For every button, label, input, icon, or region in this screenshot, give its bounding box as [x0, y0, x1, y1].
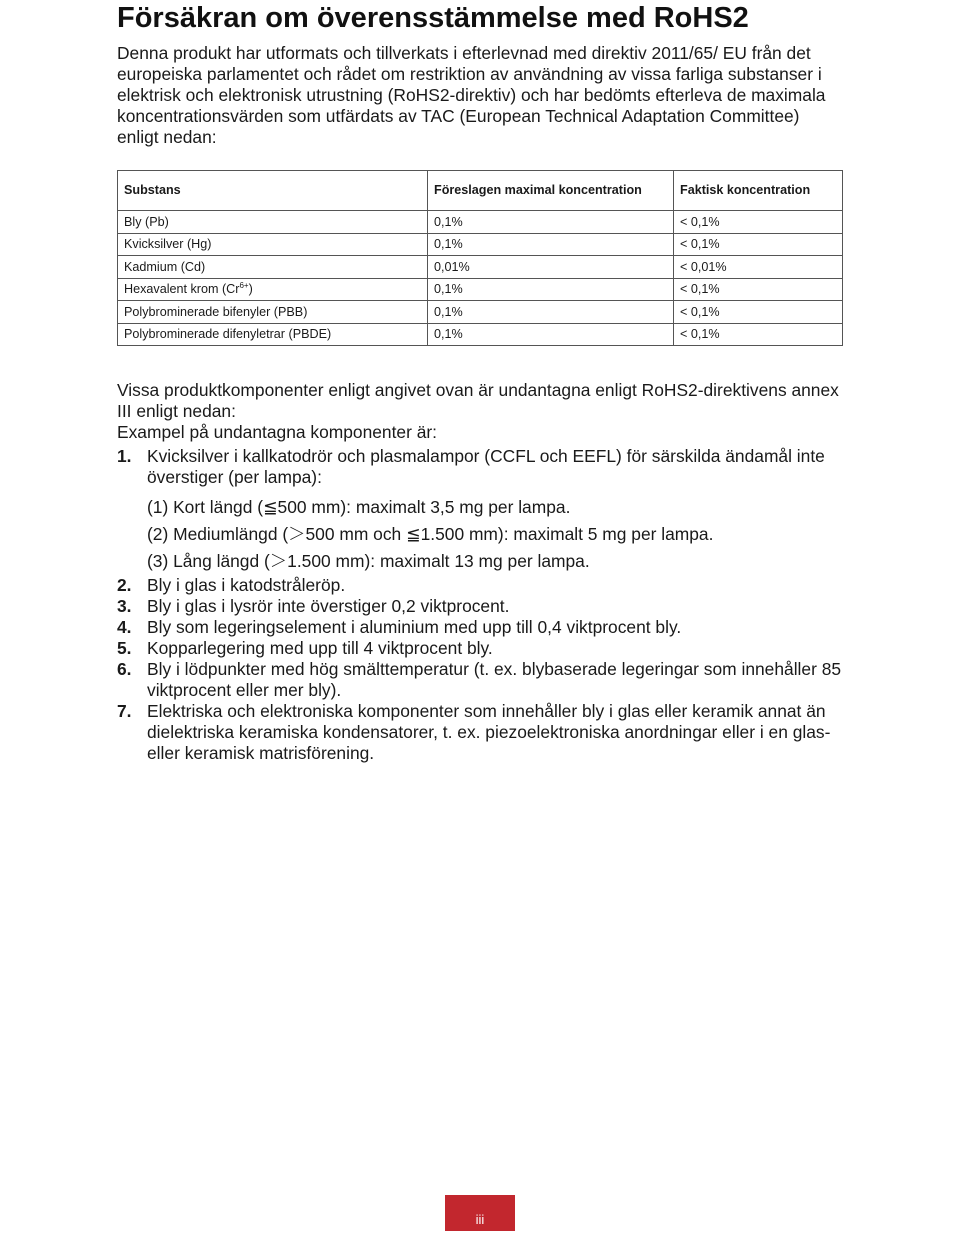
cell-substance: Polybrominerade difenyletrar (PBDE) [118, 323, 428, 346]
header-proposed: Föreslagen maximal koncentration [428, 171, 674, 211]
cell-actual: < 0,1% [674, 301, 843, 324]
list-item-text: Bly i lödpunkter med hög smälttemperatur (t. ex. blybaserade legeringar som innehåller 85 viktprocent eller mer bly). [147, 659, 842, 700]
cell-actual: < 0,01% [674, 256, 843, 279]
cell-actual: < 0,1% [674, 233, 843, 256]
list-item-text: Bly i glas i katodstråleröр. [147, 575, 346, 595]
list-item [117, 596, 857, 617]
list-item-number: 2. [117, 575, 132, 595]
cell-substance: Bly (Pb) [118, 211, 428, 234]
substance-table [117, 170, 843, 346]
cell-proposed: 0,01% [428, 256, 674, 279]
list-item [117, 617, 857, 638]
list-item [117, 638, 857, 659]
list-item-text: Bly i glas i lysrör inte överstiger 0,2 viktprocent. [147, 596, 510, 616]
cell-proposed: 0,1% [428, 278, 674, 301]
exemptions-examples-heading: Exampel på undantagna komponenter är: [117, 422, 438, 442]
table-row [118, 301, 843, 324]
header-actual: Faktisk koncentration [674, 171, 843, 211]
list-item-text: Elektriska och elektroniska komponenter som innehåller bly i glas eller keramik annat än dielektriska keramiska kondensatorer, t. ex. piezoelektroniska anordningar eller i en glas- eller keramisk matrisförening. [147, 701, 831, 763]
exemptions-intro-text: Vissa produktkomponenter enligt angivet ovan är undantagna enligt RoHS2-direktivens annex III enligt nedan: [117, 380, 839, 421]
table-row [118, 323, 843, 346]
sub-item: (3) Lång längd (＞1.500 mm): maximalt 13 mg per lampa. [147, 551, 590, 571]
list-item-number: 3. [117, 596, 132, 616]
list-item-text: Kopparlegering med upp till 4 viktprocent bly. [147, 638, 493, 658]
substance-name: Hexavalent krom (Cr [124, 282, 240, 297]
sub-item: (1) Kort längd (≦500 mm): maximalt 3,5 mg per lampa. [147, 497, 571, 517]
cell-substance: Kvicksilver (Hg) [118, 233, 428, 256]
list-item-number: 7. [117, 701, 132, 721]
list-item-number: 6. [117, 659, 132, 679]
header-substance: Substans [118, 171, 428, 211]
table-row [118, 256, 843, 279]
cell-substance [118, 278, 428, 301]
cell-actual: < 0,1% [674, 278, 843, 301]
exemptions-list [117, 446, 857, 764]
cell-proposed: 0,1% [428, 211, 674, 234]
list-item [117, 575, 857, 596]
table-row [118, 211, 843, 234]
page-title: Försäkran om överensstämmelse med RoHS2 [117, 2, 749, 34]
page-number-tab: iii [445, 1195, 515, 1231]
list-item [117, 701, 857, 764]
cell-substance: Polybrominerade bifenyler (PBB) [118, 301, 428, 324]
cell-actual: < 0,1% [674, 323, 843, 346]
cell-proposed: 0,1% [428, 323, 674, 346]
list-item-number: 1. [117, 446, 132, 466]
list-item-text: Kvicksilver i kallkatodrör och plasmalampor (CCFL och EEFL) för särskilda ändamål inte överstiger (per lampa): [147, 446, 825, 487]
list-item-text: Bly som legeringselement i aluminium med upp till 0,4 viktprocent bly. [147, 617, 682, 637]
cell-substance: Kadmium (Cd) [118, 256, 428, 279]
substance-close: ) [248, 282, 253, 297]
list-item-number: 5. [117, 638, 132, 658]
exemptions-intro [117, 380, 857, 443]
table-row [118, 278, 843, 301]
sub-item: (2) Mediumlängd (＞500 mm och ≦1.500 mm): maximalt 5 mg per lampa. [147, 524, 714, 544]
table-header-row [118, 171, 843, 211]
cell-proposed: 0,1% [428, 233, 674, 256]
substance-superscript: 6+ [239, 281, 249, 291]
list-item-number: 4. [117, 617, 132, 637]
table-row [118, 233, 843, 256]
list-item [117, 446, 857, 488]
list-item [117, 659, 857, 701]
intro-paragraph: Denna produkt har utformats och tillverkats i efterlevnad med direktiv 2011/65/ EU från det europeiska parlamentet och rådet om restriktion av användning av vissa farliga substanser i elektrisk och elektronisk utrustning (RoHS2-direktiv) och har bedömts efterleva de maximala koncentrationsvärden som utfärdats av TAC (European Technical Adaptation Committee) enligt nedan: [117, 43, 826, 147]
cell-actual: < 0,1% [674, 211, 843, 234]
cell-proposed: 0,1% [428, 301, 674, 324]
